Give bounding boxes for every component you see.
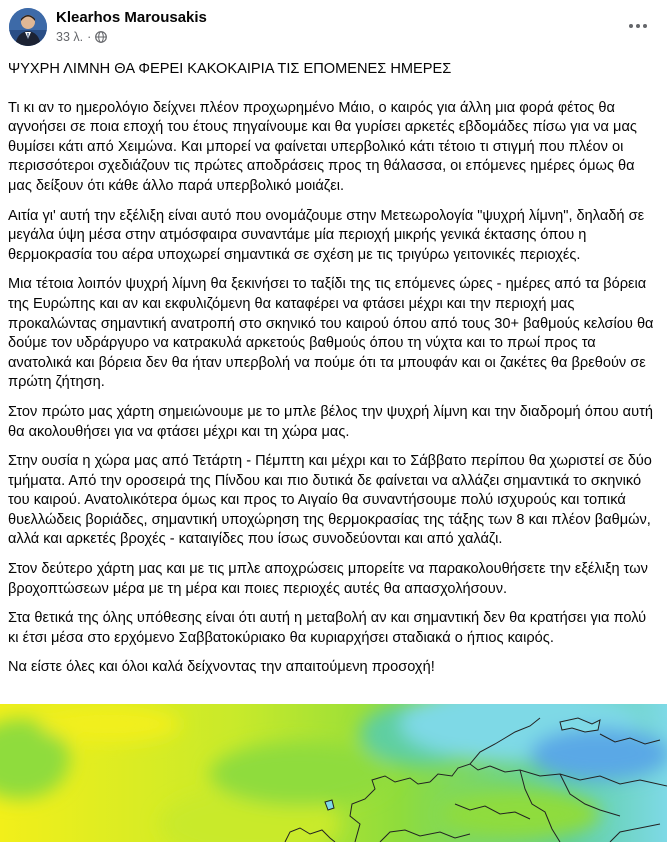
map-blue-patch (530, 728, 667, 780)
post-paragraph: Αιτία γι' αυτή την εξέλιξη είναι αυτό που ονομάζουμε στην Μετεωρολογία "ψυχρή λίμνη", δηλαδή σε μεγάλα ύψη μέσα στην ατμόσφαιρα συναντάμε μία περιοχή μικρής γενικά έκτασης όπου η θερμοκρασία του αέρα υποχωρεί σημαντικά σε σχέση με τις τριγύρω γειτονικές περιοχές. (8, 207, 645, 263)
post-timestamp[interactable]: 33 λ. (56, 30, 84, 44)
map-green-patch (210, 742, 390, 806)
meta-separator: · (87, 30, 92, 44)
author-name[interactable]: Klearhos Marousakis (56, 9, 207, 26)
post-title: ΨΥΧΡΗ ΛΙΜΝΗ ΘΑ ΦΕΡΕΙ ΚΑΚΟΚΑΙΡΙΑ ΤΙΣ ΕΠΟΜΕΝΕΣ ΗΜΕΡΕΣ (8, 61, 452, 77)
author-avatar[interactable] (9, 8, 47, 46)
post-paragraph: Στον δεύτερο χάρτη μας και με τις μπλε αποχρώσεις μπορείτε να παρακολουθήσετε την εξέλιξη των βροχοπτώσεων μέρα με τη μέρα και ποιες περιοχές αυτές θα απασχολήσουν. (8, 561, 648, 597)
post-paragraph: Μια τέτοια λοιπόν ψυχρή λίμνη θα ξεκινήσει το ταξίδι της τις επόμενες ώρες - ημέρες από τα βόρεια της Ευρώπης και αν και εκφυλιζόμενη θα καταφέρει να φτάσει μέχρι και την περιοχή μας προκαλώντας σημαντική ανατροπή στο σκηνικό του καιρού όπου από τους 30+ βαθμούς κελσίου θα δούμε τον υδράργυρο να κατρακυλά αρκετούς βαθμούς όπου τη νύχτα και το πρωί προς τα ανατολικά και βόρεια δεν θα ήταν υπερβολή να πούμε ότι τα μπουφάν και οι ζακέτες θα βρεθούν σε πρώτη ζήτηση. (8, 276, 654, 391)
weather-map-image[interactable] (0, 704, 667, 842)
post-paragraph: Τι κι αν το ημερολόγιο δείχνει πλέον προχωρημένο Μάιο, ο καιρός για άλλη μια φορά φέτος θα αγνοήσει σε ποια εποχή του έτους πηγαίνουμε και θα γυρίσει αρκετές εβδομάδες πίσω για να μας θυμίσει κάτι από Χειμώνα. Και μπορεί να φαίνεται υπερβολικό κάτι τέτοιο τι στιγμή που πλέον οι περισσότεροι σχεδιάζουν τις πρώτες αποδράσεις προς τη θάλασσα, οι επόμενες ημέρες όμως θα μας δείξουν ότι κάθε άλλο παρά υπερβολικό μοιάζει. (8, 99, 637, 194)
globe-icon (95, 31, 107, 43)
post-paragraph: Στην ουσία η χώρα μας από Τετάρτη - Πέμπτη και μέχρι και το Σάββατο περίπου θα χωριστεί σε δύο τμήματα. Από την οροσειρά της Πίνδου και πιο δυτικά δε φαίνεται να αλλάζει σημαντικά το σκηνικό του καιρού. Ανατολικότερα όμως και προς το Αιγαίο θα συναντήσουμε πολύ ισχυρούς και τοπικά θυελλώδεις βοριάδες, σημαντική υποχώρηση της θερμοκρασίας της τάξης των 8 και πλέον βαθμών, αλλά και αρκετές βροχές - καταιγίδες που ίσως συνοδεύονται και από χαλάζι. (8, 453, 652, 548)
post-paragraph: Στα θετικά της όλης υπόθεσης είναι ότι αυτή η μεταβολή αν και σημαντική δεν θα κρατήσει για πολύ κι έτσι μέσα στο ερχόμενο Σαββατοκύριακο θα κυριαρχήσει σταδιακά ο ήπιος καιρός. (8, 610, 647, 646)
post-paragraph: Στον πρώτο μας χάρτη σημειώνουμε με το μπλε βέλος την ψυχρή λίμνη και την διαδρομή όπου αυτή θα ακολουθήσει για να φτάσει μέχρι και τη χώρα μας. (8, 403, 653, 440)
post-meta (56, 30, 107, 44)
post-body (8, 60, 658, 688)
more-options-icon[interactable] (624, 12, 652, 40)
post-header (0, 0, 667, 52)
post-paragraph: Να είστε όλες και όλοι καλά δείχνοντας την απαιτούμενη προσοχή! (8, 659, 435, 676)
map-yellow-patch (40, 706, 180, 742)
